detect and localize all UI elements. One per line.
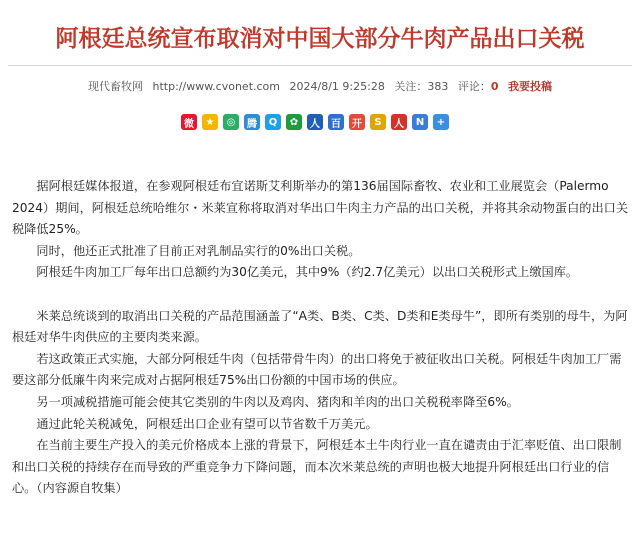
article-paragraph: 阿根廷牛肉加工厂每年出口总额约为30亿美元，其中9%（约2.7亿美元）以出口关税形式上缴国库。 (36, 265, 579, 280)
comments-stat[interactable] (458, 80, 499, 93)
tencent-weibo-share-icon[interactable]: 腾 (244, 114, 260, 130)
publish-datetime: 2024/8/1 9:25:28 (289, 80, 385, 93)
article-paragraph: 在当前主要生产投入的美元价格成本上涨的背景下，阿根廷本土牛肉行业一直在谴责由于汇率贬值、出口限制和出口关税的持续存在而导致的严重竞争力下降问题，而本次米莱总统的声明也极大地提升阿根廷出口行业的信心。（内容源自牧集） (12, 438, 622, 496)
article-paragraph: 另一项减税措施可能会使其它类别的牛肉以及鸡肉、猪肉和羊肉的出口关税税率降至6%。 (36, 394, 519, 409)
comments-count: 0 (490, 80, 499, 93)
comments-label: 评论： (457, 80, 491, 93)
article-paragraph: 同时，他还正式批准了目前正对乳制品实行的0%出口关税。 (36, 243, 361, 258)
views-stat (394, 80, 448, 93)
sohu-share-icon[interactable]: S (370, 114, 386, 130)
people-share-icon[interactable]: 人 (391, 114, 407, 130)
netease-share-icon[interactable]: N (412, 114, 428, 130)
douban-share-icon[interactable]: ✿ (286, 114, 302, 130)
qq-share-icon[interactable]: Q (265, 114, 281, 130)
article-paragraph: 米莱总统谈到的取消出口关税的产品范围涵盖了“A类、B类、C类、D类和E类母牛”，即所有类别的母牛，为阿根廷对华牛肉供应的主要肉类来源。 (12, 308, 628, 345)
source-label: 现代畜牧网 (88, 80, 143, 93)
wechat-share-icon[interactable]: ◎ (223, 114, 239, 130)
views-count: 383 (427, 80, 449, 93)
qzone-share-icon[interactable]: ★ (202, 114, 218, 130)
baidu-share-icon[interactable]: 百 (328, 114, 344, 130)
more-share-icon[interactable]: + (433, 114, 449, 130)
article-paragraph: 通过此轮关税减免，阿根廷出口企业有望可以节省数千万美元。 (36, 416, 378, 431)
article-title: 阿根廷总统宣布取消对中国大部分牛肉产品出口关税 (55, 26, 585, 52)
source-url-link[interactable]: http://www.cvonet.com (152, 80, 281, 93)
paragraph-spacer (12, 284, 628, 306)
article-body (12, 176, 628, 500)
views-label: 关注： (394, 80, 428, 93)
title-divider (8, 65, 632, 66)
submit-article-link[interactable]: 我要投稿 (507, 80, 552, 93)
weibo-share-icon[interactable]: 微 (181, 114, 197, 130)
kaixin-share-icon[interactable]: 开 (349, 114, 365, 130)
renren-share-icon[interactable]: 人 (307, 114, 323, 130)
article-meta (0, 78, 640, 94)
article-paragraph: 据阿根廷媒体报道，在参观阿根廷布宜诺斯艾利斯举办的第136届国际畜牧、农业和工业展览会（Palermo 2024）期间，阿根廷总统哈维尔・米莱宣称将取消对华出口牛肉主力产品的出口关税，并将其余动物蛋白的出口关税降低25%。 (12, 179, 629, 237)
article-paragraph: 若这政策正式实施，大部分阿根廷牛肉（包括带骨牛肉）的出口将免于被征收出口关税。阿根廷牛肉加工厂需要这部分低廉牛肉来完成对占据阿根廷75%出口份额的中国市场的供应。 (12, 351, 622, 388)
share-toolbar (181, 114, 449, 132)
